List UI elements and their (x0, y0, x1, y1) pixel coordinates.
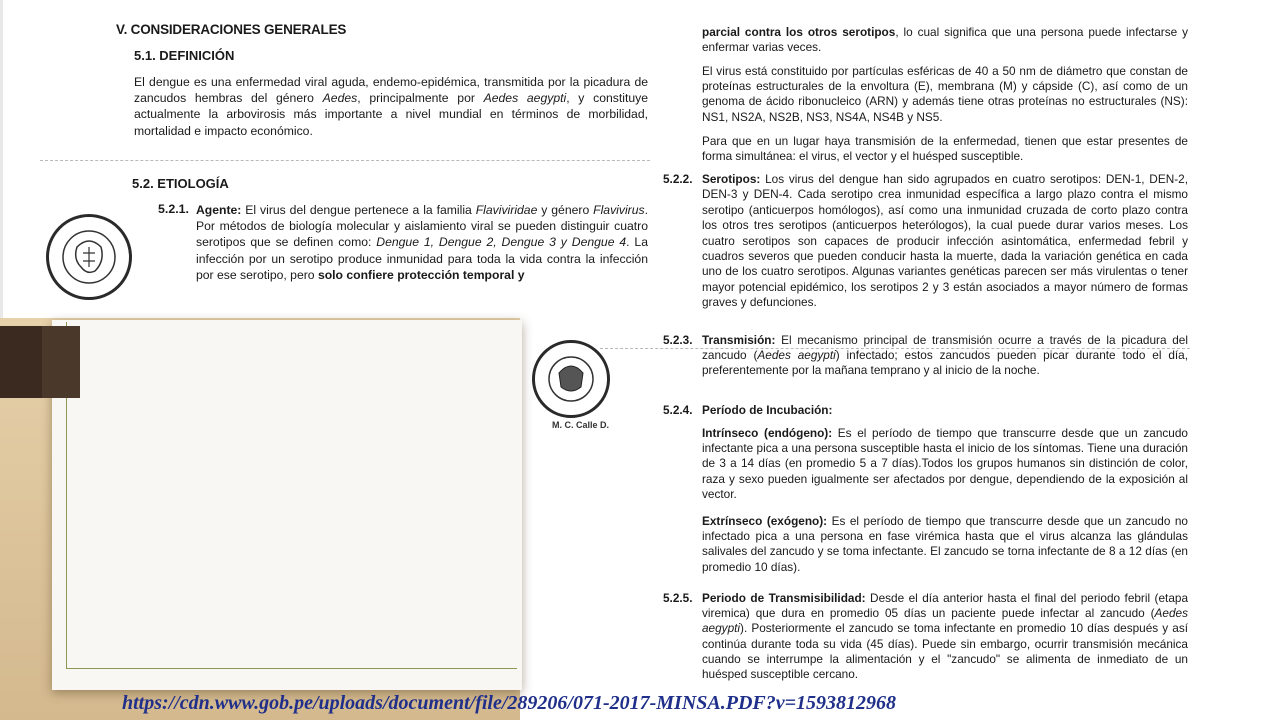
intrinseco-paragraph: Intrínseco (endógeno): Es el período de tiempo que transcurre desde que un zancudo infectante pica a una persona susceptible hasta el inicio de los síntomas. Tiene una duración de 3 a 14 días (en promedio 5 a 7 días).Todos los grupos humanos sin distinción de color, raza y sexo pueden igualmente ser afectados por dengue, dependiendo de la exposición al vector. (702, 426, 1188, 501)
item-number-522: 5.2.2. (663, 172, 693, 186)
dark-tab-shade (42, 326, 80, 398)
definicion-paragraph: El dengue es una enfermedad viral aguda, endemo-epidémica, transmitida por la picadura de zancudos hembras del género Aedes, principalmente por Aedes aegypti, y constituye actualmente la arbovirosis más importante a nivel mundial en términos de morbilidad, mortalidad e impacto económico. (134, 75, 648, 138)
ministry-seal-stamp-2 (532, 340, 610, 418)
card-accent-border (66, 322, 517, 669)
virus-structure-paragraph: El virus está constituido por partículas esféricas de 40 a 50 nm de diámetro que constan de proteínas estructurales de la envoltura (E), membrana (M) y cápside (C), así como de un genoma de ácido ribonucleico (ARN) y además tiene otras proteínas no estructurales (NS): NS1, NS2A, NS2B, NS3, NS4A, NS4B y NS5. (702, 64, 1188, 124)
source-link[interactable]: https://cdn.www.gob.pe/uploads/document/file/289206/071-2017-MINSA.PDF?v=1593812968 (122, 692, 897, 714)
subsection-title-etiologia: 5.2. ETIOLOGÍA (132, 176, 229, 191)
transmision-paragraph: Transmisión: El mecanismo principal de transmisión ocurre a través de la picadura del zancudo (Aedes aegypti) infectado; estos zancudos pueden picar durante todo el día, preferentemente por la mañana temprano y al inicio de la noche. (702, 333, 1188, 378)
incubacion-title: Período de Incubación: (702, 403, 833, 417)
transmisibilidad-paragraph: Periodo de Transmisibilidad: Desde el día anterior hasta el final del periodo febril (etapa viremica) que dura en promedio 05 días un paciente puede infectar al zancudo (Aedes aegypti). Posteriormente el zancudo se toma infectante en promedio 10 días después y así continúa durante toda su vida (45 días). Puede sin embargo, ocurrir transmisión mecánica cuando se interrumpe la alimentación y el "zancudo" se alimenta de inmediato de un huésped susceptible cercano. (702, 591, 1189, 682)
signature-label: M. C. Calle D. (552, 420, 610, 430)
slide-edge (0, 0, 3, 320)
item-number-524: 5.2.4. (663, 403, 693, 417)
agente-paragraph: Agente: El virus del dengue pertenece a la familia Flaviviridae y género Flavivirus. Por métodos de biología molecular y aislamiento viral se pueden distinguir cuatro serotipos que se definen como: Dengue 1, Dengue 2, Dengue 3 y Dengue 4. La infección por un serotipo produce inmunidad para toda la vida contra la infección por ese serotipo, pero solo confiere protección temporal y (196, 203, 648, 282)
seal-icon (49, 217, 129, 297)
item-number-521: 5.2.1. (158, 202, 190, 216)
ministry-seal-stamp (46, 214, 132, 300)
serotipos-continuation: parcial contra los otros serotipos, lo cual significa que una persona puede infectarse y enfermar varias veces. (702, 25, 1188, 55)
subsection-title-definicion: 5.1. DEFINICIÓN (134, 48, 235, 63)
seal-icon (535, 343, 607, 415)
section-title: V. CONSIDERACIONES GENERALES (116, 22, 347, 37)
extrinseco-paragraph: Extrínseco (exógeno): Es el período de tiempo que transcurre desde que un zancudo no infectado pica a una persona en fase virémica hasta que el virus alcanza las glándulas salivales del zancudo y se toma infectante. El zancudo se torna infectante de 8 a 12 días (en promedio 10 días). (702, 514, 1188, 574)
item-number-525: 5.2.5. (663, 591, 693, 605)
transmission-conditions-paragraph: Para que en un lugar haya transmisión de la enfermedad, tienen que estar presentes de forma simultánea: el virus, el vector y el huésped susceptible. (702, 134, 1188, 164)
scan-artifact-line (40, 160, 650, 161)
serotipos-paragraph: Serotipos: Los virus del dengue han sido agrupados en cuatro serotipos: DEN-1, DEN-2, DEN-3 y DEN-4. Cada serotipo crea inmunidad específica a largo plazo contra el mismo serotipo (anticuerpos homólogos), así como una inmunidad cruzada de corto plazo contra los otros tres serotipos (anticuerpos heterólogos), la cual puede durar varios meses. Los cuatro serotipos son capaces de producir infección asintomática, enfermedad febril y cuadros severos que pueden conducir hasta la muerte, dada la variación genética en cada uno de los cuatro serotipos. Algunas variantes genéticas parecen ser más virulentas o tener mayor potencial epidémico, los serotipos 2 y 3 están asociados a mayor número de formas graves y defunciones. (702, 172, 1188, 310)
item-number-523: 5.2.3. (663, 333, 693, 347)
